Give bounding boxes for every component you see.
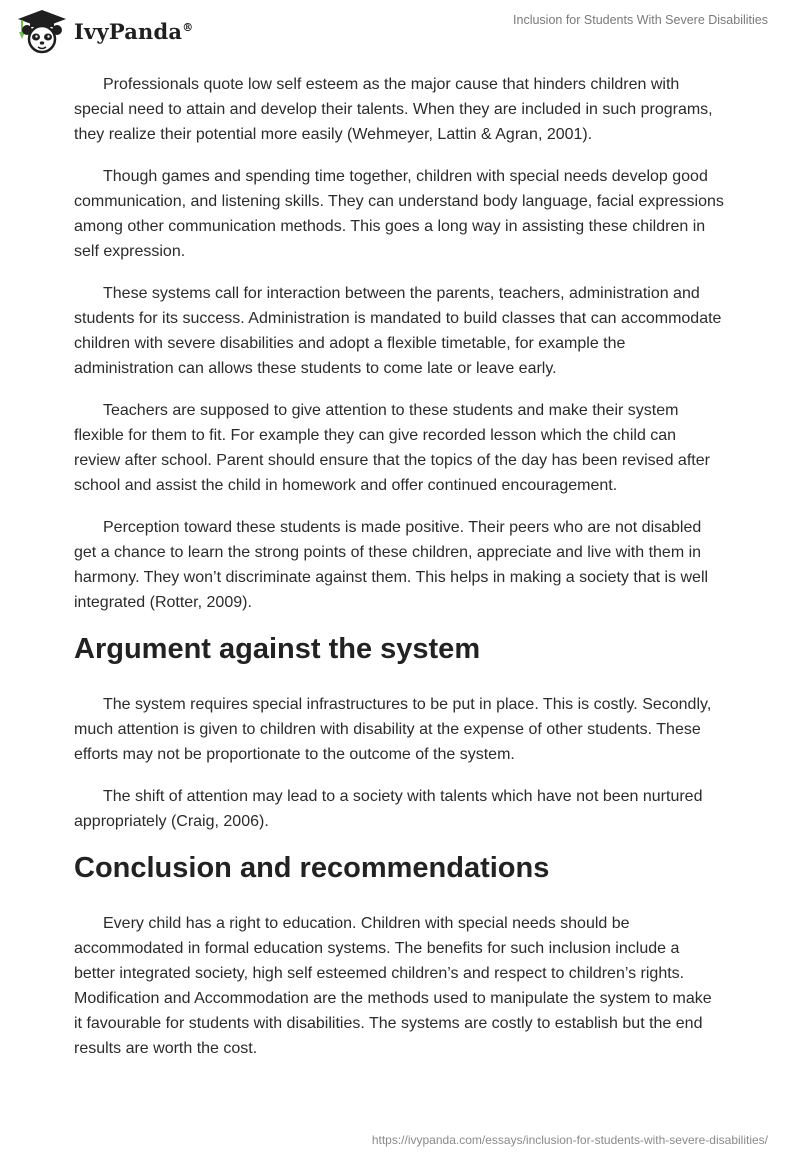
paragraph: These systems call for interaction between the parents, teachers, administration and students for its success. Administration is mandated to build classes that can accommodate children with severe disabilities and adopt a flexible timetable, for example the administration can allows these students to come late or leave early. <box>74 285 722 377</box>
paragraph: Though games and spending time together, children with special needs develop good communication, and listening skills. They can understand body language, facial expressions among other communication methods. This goes a long way in assisting these children in self expression. <box>74 168 724 260</box>
logo-wordmark: IvyPanda® <box>74 18 194 44</box>
ivypanda-logo[interactable] <box>14 8 193 54</box>
essay-content <box>74 72 724 1078</box>
paragraph: The shift of attention may lead to a society with talents which have not been nurtured appropriately (Craig, 2006). <box>74 788 703 830</box>
paragraph: Every child has a right to education. Children with special needs should be accommodated in formal education systems. The benefits for such inclusion include a better integrated society, high self esteemed children’s and respect to children’s rights. Modification and Accommodation are the methods used to manipulate the system to make it favourable for students with disabilities. The systems are costly to establish but the end results are worth the cost. <box>74 915 712 1057</box>
paragraph: The system requires special infrastructures to be put in place. This is costly. Secondly, much attention is given to children with disability at the expense of other students. These efforts may not be proportionate to the outcome of the system. <box>74 696 712 763</box>
document-title: Inclusion for Students With Severe Disabilities <box>513 13 768 27</box>
source-url[interactable]: https://ivypanda.com/essays/inclusion-for-students-with-severe-disabilities/ <box>371 1133 768 1147</box>
section-heading-argument-against: Argument against the system <box>74 633 481 665</box>
panda-graduate-icon <box>14 8 70 54</box>
page-header <box>0 0 800 70</box>
section-heading-conclusion: Conclusion and recommendations <box>74 852 550 884</box>
paragraph: Perception toward these students is made positive. Their peers who are not disabled get a chance to learn the strong points of these children, appreciate and live with them in harmony. They won’t discriminate against them. This helps in making a society that is well integrated (Rotter, 2009). <box>74 519 709 611</box>
paragraph: Teachers are supposed to give attention to these students and make their system flexible for them to fit. For example they can give recorded lesson which the child can review after school. Parent should ensure that the topics of the day has been revised after school and assist the child in homework and offer continued encouragement. <box>74 402 710 494</box>
paragraph: Professionals quote low self esteem as the major cause that hinders children with special need to attain and develop their talents. When they are included in such programs, they realize their potential more easily (Wehmeyer, Lattin & Agran, 2001). <box>74 76 713 143</box>
